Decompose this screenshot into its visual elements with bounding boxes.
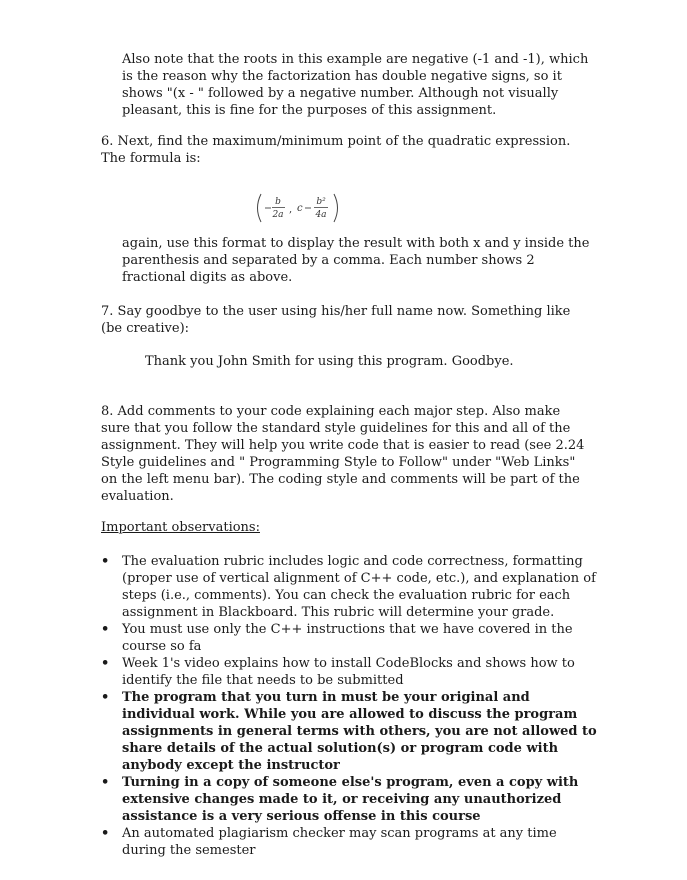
bullet-icon: • — [101, 826, 110, 841]
formula-c: c — [297, 203, 303, 214]
max-min-formula — [252, 191, 380, 225]
step7-text: 7. Say goodbye to the user using his/her full name now. Something like (be creative): — [101, 304, 571, 336]
bullet-icon: • — [101, 656, 110, 671]
goodbye-example: Thank you John Smith for using this program. Goodbye. — [145, 354, 514, 369]
bullet-icon: • — [101, 622, 110, 637]
step8-text: 8. Add comments to your code explaining each major step. Also make sure that you follow the standard style guidelines for this and all of the assignment. They will help you write code that is easier to read (see 2.24 Style guidelines and " Programming Style to Follow" under "Web Links" on the left menu bar). The coding style and comments will be part of the evaluation. — [101, 404, 585, 504]
list-item: • Week 1's video explains how to install CodeBlocks and shows how to identify the file that needs to be submitted — [101, 656, 575, 688]
step6-after-text: again, use this format to display the result with both x and y inside the parenthesis and separated by a comma. Each number shows 2 fractional digits as above. — [122, 236, 590, 285]
list-item: • Turning in a copy of someone else's program, even a copy with extensive changes made to it, or receiving any unauthorized assistance is a very serious offense in this course — [101, 775, 579, 824]
bullet-icon: • — [101, 775, 110, 790]
formula-b: b — [275, 197, 281, 207]
list-item: • You must use only the C++ instructions that we have covered in the course so fa — [101, 622, 573, 654]
list-item: • An automated plagiarism checker may scan programs at any time during the semester — [101, 826, 557, 858]
observations-list — [101, 553, 597, 859]
note-roots-paragraph: Also note that the roots in this example are negative (-1 and -1), which is the reason why the factorization has double negative signs, so it shows "(x - " followed by a negative number. Although not visually pleasant, this is fine for the purposes of this assignment. — [122, 52, 589, 118]
step6-text: 6. Next, find the maximum/minimum point of the quadratic expression. The formula is: — [101, 134, 571, 166]
bullet-icon: • — [101, 554, 110, 569]
formula-graphic — [252, 191, 380, 225]
list-item: • The program that you turn in must be your original and individual work. While you are allowed to discuss the program assignments in general terms with others, you are not allowed to share details of the actual solution(s) or program code with anybody except the instructor — [101, 690, 597, 773]
svg-text:,: , — [289, 204, 293, 215]
bullet-icon: • — [101, 690, 110, 705]
formula-b2: b² — [316, 197, 326, 207]
formula-4a: 4a — [315, 210, 327, 220]
observations-heading: Important observations: — [101, 520, 260, 535]
formula-2a: 2a — [272, 210, 284, 220]
list-item: • The evaluation rubric includes logic and code correctness, formatting (proper use of vertical alignment of C++ code, etc.), and explanation of steps (i.e., comments). You can check the evaluation rubric for each assignment in Blackboard. This rubric will determine your grade. — [101, 554, 596, 620]
